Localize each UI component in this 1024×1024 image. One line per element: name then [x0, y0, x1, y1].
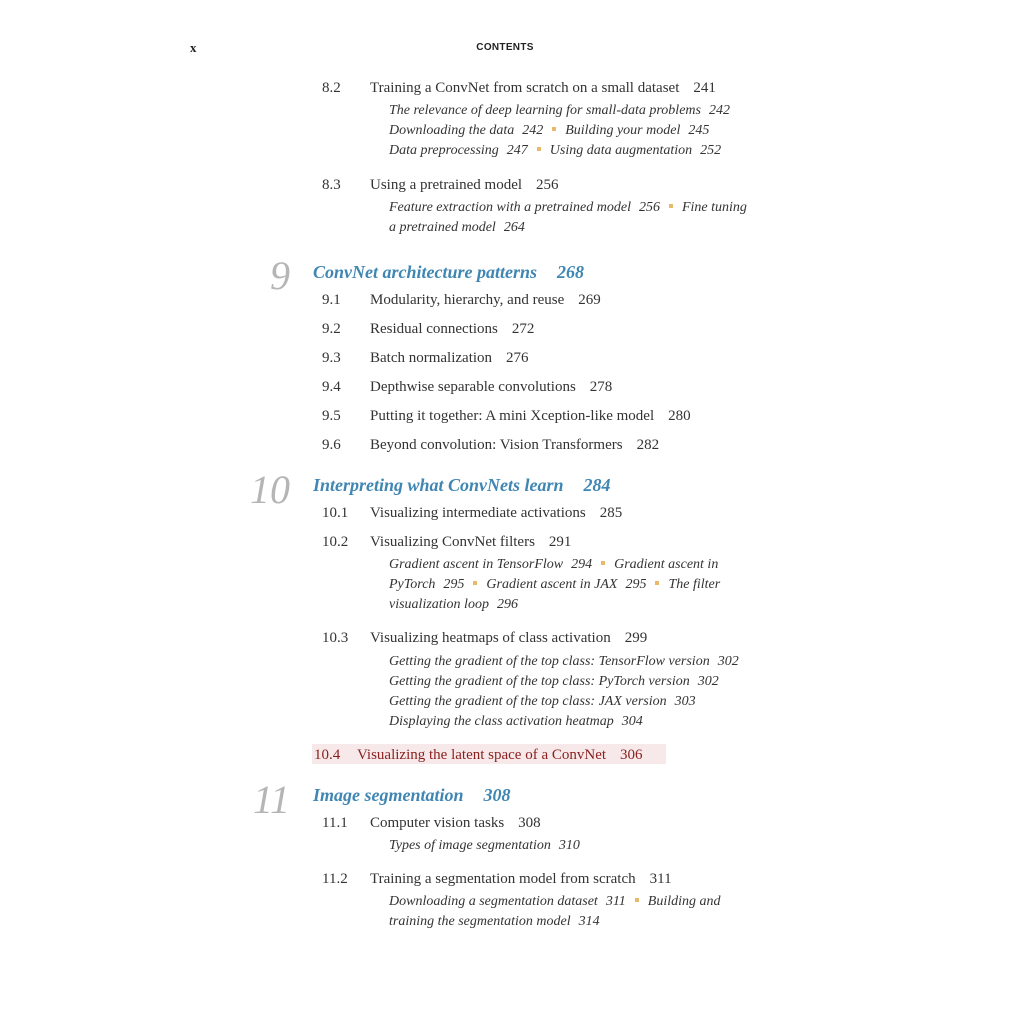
- chapter-number: 9: [270, 253, 290, 298]
- section-title: Computer vision tasks: [370, 815, 505, 831]
- section-title: Beyond convolution: Vision Transformers: [370, 437, 623, 453]
- section-title: Depthwise separable convolutions: [370, 379, 576, 395]
- toc-subsection-line[interactable]: [389, 893, 721, 911]
- subsection-title: Gradient ascent in: [614, 557, 719, 572]
- running-head: CONTENTS: [476, 42, 534, 53]
- section-number: 10.4: [314, 747, 341, 763]
- toc-subsection-line[interactable]: [389, 653, 739, 671]
- toc-subsection-line[interactable]: [389, 576, 720, 594]
- separator-square-icon: [537, 147, 541, 151]
- section-number: 9.6: [322, 437, 341, 453]
- chapter-title-text: ConvNet architecture patterns: [313, 262, 537, 282]
- subsection-title: Getting the gradient of the top class: TensorFlow version: [389, 654, 710, 669]
- subsection-page: 252: [700, 143, 722, 158]
- section-title: Residual connections: [370, 321, 498, 337]
- section-page: 306: [620, 747, 643, 763]
- subsection-page: 245: [688, 123, 710, 138]
- subsection-title: Displaying the class activation heatmap: [389, 714, 614, 729]
- subsection-page: 296: [496, 597, 518, 612]
- subsection-page: 314: [578, 914, 600, 929]
- chapter-page: 268: [557, 262, 584, 282]
- chapter-number: 10: [250, 467, 290, 512]
- subsection-title: Gradient ascent in JAX: [486, 577, 618, 592]
- chapter-page: 284: [583, 475, 611, 495]
- subsection-page: 303: [674, 694, 696, 709]
- section-page: 308: [518, 815, 541, 831]
- separator-square-icon: [669, 204, 673, 208]
- separator-square-icon: [635, 898, 639, 902]
- subsection-title: Getting the gradient of the top class: PyTorch version: [389, 674, 690, 689]
- subsection-page: 304: [621, 714, 643, 729]
- subsection-title: Getting the gradient of the top class: JAX version: [389, 694, 667, 709]
- toc-subsection-line[interactable]: [389, 199, 747, 217]
- section-title: Batch normalization: [370, 350, 493, 366]
- subsection-title: Downloading a segmentation dataset: [389, 894, 598, 909]
- chapter-title-9[interactable]: [313, 261, 584, 283]
- subsection-title: Building your model: [565, 123, 681, 138]
- toc-subsection-line[interactable]: [389, 713, 643, 731]
- subsection-page: 247: [506, 143, 528, 158]
- section-number: 10.2: [322, 534, 349, 550]
- subsection-title: PyTorch: [389, 577, 436, 592]
- subsection-title: Fine tuning: [681, 200, 747, 215]
- section-number: 9.4: [322, 379, 341, 395]
- separator-square-icon: [552, 127, 556, 131]
- chapter-number: 11: [252, 777, 290, 822]
- subsection-page: 311: [605, 894, 626, 909]
- subsection-page: 264: [503, 220, 525, 235]
- chapter-title-11[interactable]: [313, 784, 511, 806]
- toc-subsection-line[interactable]: [389, 102, 730, 120]
- section-page: 285: [599, 505, 623, 521]
- section-number: 8.3: [322, 177, 341, 193]
- subsection-title: Feature extraction with a pretrained model: [389, 200, 631, 215]
- section-number: 9.1: [322, 292, 341, 308]
- section-title: Training a segmentation model from scratch: [370, 871, 636, 887]
- section-title: Putting it together: A mini Xception-like model: [370, 408, 655, 424]
- toc-subsection-line[interactable]: [389, 837, 580, 855]
- toc-subsection-line[interactable]: [389, 693, 696, 711]
- section-page: 278: [589, 379, 613, 395]
- chapter-title-10[interactable]: [313, 474, 611, 496]
- section-number: 11.1: [322, 815, 348, 831]
- page-number: x: [190, 40, 197, 55]
- section-page: 282: [636, 437, 660, 453]
- toc-subsection-line[interactable]: [389, 556, 718, 574]
- section-page: 269: [578, 292, 601, 308]
- chapter-title-text: Image segmentation: [313, 785, 464, 805]
- subsection-title: Types of image segmentation: [389, 838, 551, 853]
- subsection-page: 256: [638, 200, 660, 215]
- chapter-page: 308: [483, 785, 511, 805]
- section-number: 10.1: [322, 505, 349, 521]
- section-page: 280: [668, 408, 691, 424]
- separator-square-icon: [601, 561, 605, 565]
- separator-square-icon: [655, 581, 659, 585]
- subsection-page: 242: [708, 103, 730, 118]
- subsection-title: Downloading the data: [389, 123, 515, 138]
- section-title: Training a ConvNet from scratch on a small dataset: [370, 80, 680, 96]
- section-title: Visualizing heatmaps of class activation: [370, 630, 611, 646]
- section-title: Visualizing ConvNet filters: [370, 534, 535, 550]
- subsection-title: Gradient ascent in TensorFlow: [389, 557, 564, 572]
- subsection-title: a pretrained model: [389, 220, 496, 235]
- section-number: 9.5: [322, 408, 341, 424]
- section-number: 10.3: [322, 630, 349, 646]
- subsection-page: 310: [558, 838, 580, 853]
- section-page: 311: [649, 871, 672, 887]
- subsection-page: 302: [717, 654, 739, 669]
- subsection-page: 294: [571, 557, 593, 572]
- section-page: 299: [624, 630, 648, 646]
- section-number: 8.2: [322, 80, 341, 96]
- subsection-title: training the segmentation model: [389, 914, 571, 929]
- subsection-page: 302: [697, 674, 719, 689]
- toc-subsection-line[interactable]: [389, 122, 709, 140]
- subsection-title: The filter: [668, 577, 721, 592]
- section-title: Using a pretrained model: [370, 177, 523, 193]
- section-title: Visualizing intermediate activations: [370, 505, 586, 521]
- separator-square-icon: [473, 581, 477, 585]
- subsection-title: Building and: [647, 894, 721, 909]
- toc-subsection-line[interactable]: [389, 673, 719, 691]
- section-number: 11.2: [322, 871, 348, 887]
- chapter-title-text: Interpreting what ConvNets learn: [313, 475, 564, 495]
- subsection-page: 295: [443, 577, 465, 592]
- subsection-title: Data preprocessing: [389, 143, 499, 158]
- section-page: 276: [506, 350, 529, 366]
- section-page: 256: [536, 177, 559, 193]
- subsection-page: 295: [625, 577, 647, 592]
- toc-subsection-line[interactable]: [389, 913, 600, 931]
- section-title: Modularity, hierarchy, and reuse: [370, 292, 565, 308]
- subsection-page: 242: [522, 123, 544, 138]
- subsection-title: Using data augmentation: [549, 143, 693, 158]
- toc-subsection-line[interactable]: [389, 142, 721, 160]
- section-number: 9.3: [322, 350, 341, 366]
- toc-subsection-line[interactable]: [389, 219, 525, 237]
- subsection-title: visualization loop: [389, 597, 489, 612]
- section-number: 9.2: [322, 321, 341, 337]
- section-title: Visualizing the latent space of a ConvNet: [357, 747, 607, 763]
- section-page: 272: [511, 321, 535, 337]
- subsection-title: The relevance of deep learning for small-data problems: [389, 103, 701, 118]
- section-page: 241: [693, 80, 716, 96]
- section-page: 291: [548, 534, 572, 550]
- toc-subsection-line[interactable]: [389, 596, 518, 614]
